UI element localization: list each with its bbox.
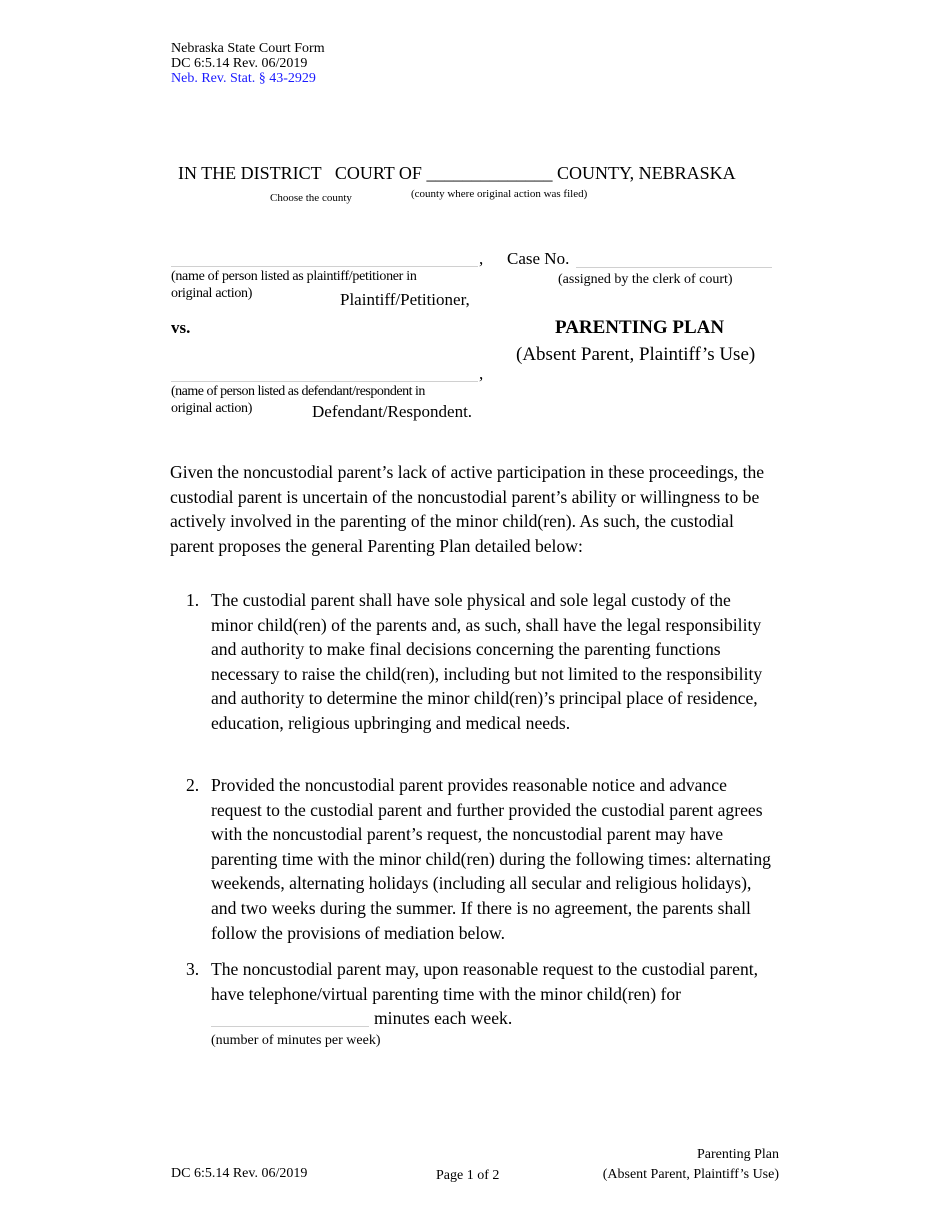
item-number: 3.	[186, 959, 200, 979]
defendant-comma: ,	[479, 364, 484, 383]
minutes-suffix: minutes each week.	[374, 1008, 513, 1028]
page-title: PARENTING PLAN	[555, 317, 725, 338]
statute-link[interactable]: Neb. Rev. Stat. § 43-2929	[171, 71, 316, 86]
item-text: Provided the noncustodial parent provides reasonable notice and advance request to the custodial parent and further provided the custodial parent agrees with the noncustodial parent’s request, the noncustodial parent may have parenting time with the minor child(ren) during the following times: alternating weekends, alternating holidays (including all secular and religious holidays), and two weeks during the summer. If there is no agreement, the parents shall follow the provisions of mediation below.	[211, 775, 771, 943]
footer-page-number: Page 1 of 2	[436, 1168, 500, 1183]
footer-doc-line2: (Absent Parent, Plaintiff’s Use)	[602, 1167, 779, 1182]
form-header	[171, 41, 325, 86]
court-prefix: IN THE DISTRICT COURT OF	[178, 163, 422, 183]
item-text: The custodial parent shall have sole physical and sole legal custody of the minor child(ren) of the parents and, as such, shall have the legal responsibility and authority to make final decisions concerning the parenting functions necessary to raise the child(ren), including but not limited to the responsibility and authority to determine the minor child(ren)’s principal place of residence, education, religious upbringing and medical needs.	[211, 590, 763, 733]
case-number-hint: (assigned by the clerk of court)	[558, 272, 733, 287]
plaintiff-comma: ,	[479, 249, 484, 268]
item-number: 1.	[186, 590, 200, 610]
list-item	[186, 773, 776, 945]
minutes-hint: (number of minutes per week)	[211, 1033, 381, 1048]
minutes-field[interactable]	[211, 1026, 369, 1027]
form-name: Nebraska State Court Form	[171, 41, 325, 56]
list-item	[186, 957, 776, 1006]
intro-paragraph: Given the noncustodial parent’s lack of active participation in these proceedings, the custodial parent is uncertain of the noncustodial parent’s ability or willingness to be actively involved in the parenting of the minor child(ren). As such, the custodial parent proposes the general Parenting Plan detailed below:	[170, 462, 765, 556]
plaintiff-hint-line2: original action)	[171, 286, 253, 301]
defendant-hint-line2: original action)	[171, 401, 253, 416]
case-number-label: Case No.	[507, 249, 570, 268]
county-field[interactable]: ______________	[426, 163, 553, 183]
page-subtitle: (Absent Parent, Plaintiff’s Use)	[516, 344, 756, 365]
list-item	[186, 588, 776, 736]
footer-form-id: DC 6:5.14 Rev. 06/2019	[171, 1166, 308, 1181]
plaintiff-name-field[interactable]	[171, 266, 478, 267]
plaintiff-label: Plaintiff/Petitioner,	[340, 290, 470, 309]
form-revision: DC 6:5.14 Rev. 06/2019	[171, 56, 308, 71]
defendant-hint-line1: (name of person listed as defendant/respondent in	[171, 384, 425, 399]
defendant-name-field[interactable]	[171, 381, 478, 382]
defendant-label: Defendant/Respondent.	[312, 402, 473, 421]
footer-doc-title	[560, 1145, 779, 1185]
item-number: 2.	[186, 775, 200, 795]
county-hint: (county where original action was filed)	[411, 188, 588, 200]
court-caption	[178, 163, 736, 184]
item-text: The noncustodial parent may, upon reasonable request to the custodial parent, have telephone/virtual parenting time with the minor child(ren) for	[211, 959, 759, 1004]
footer-doc-line1: Parenting Plan	[696, 1147, 779, 1162]
case-number-field[interactable]	[576, 267, 772, 268]
versus-label: vs.	[171, 318, 191, 337]
court-suffix: COUNTY, NEBRASKA	[556, 163, 736, 183]
choose-county-hint: Choose the county	[270, 192, 352, 204]
plaintiff-hint-line1: (name of person listed as plaintiff/petitioner in	[171, 269, 417, 284]
